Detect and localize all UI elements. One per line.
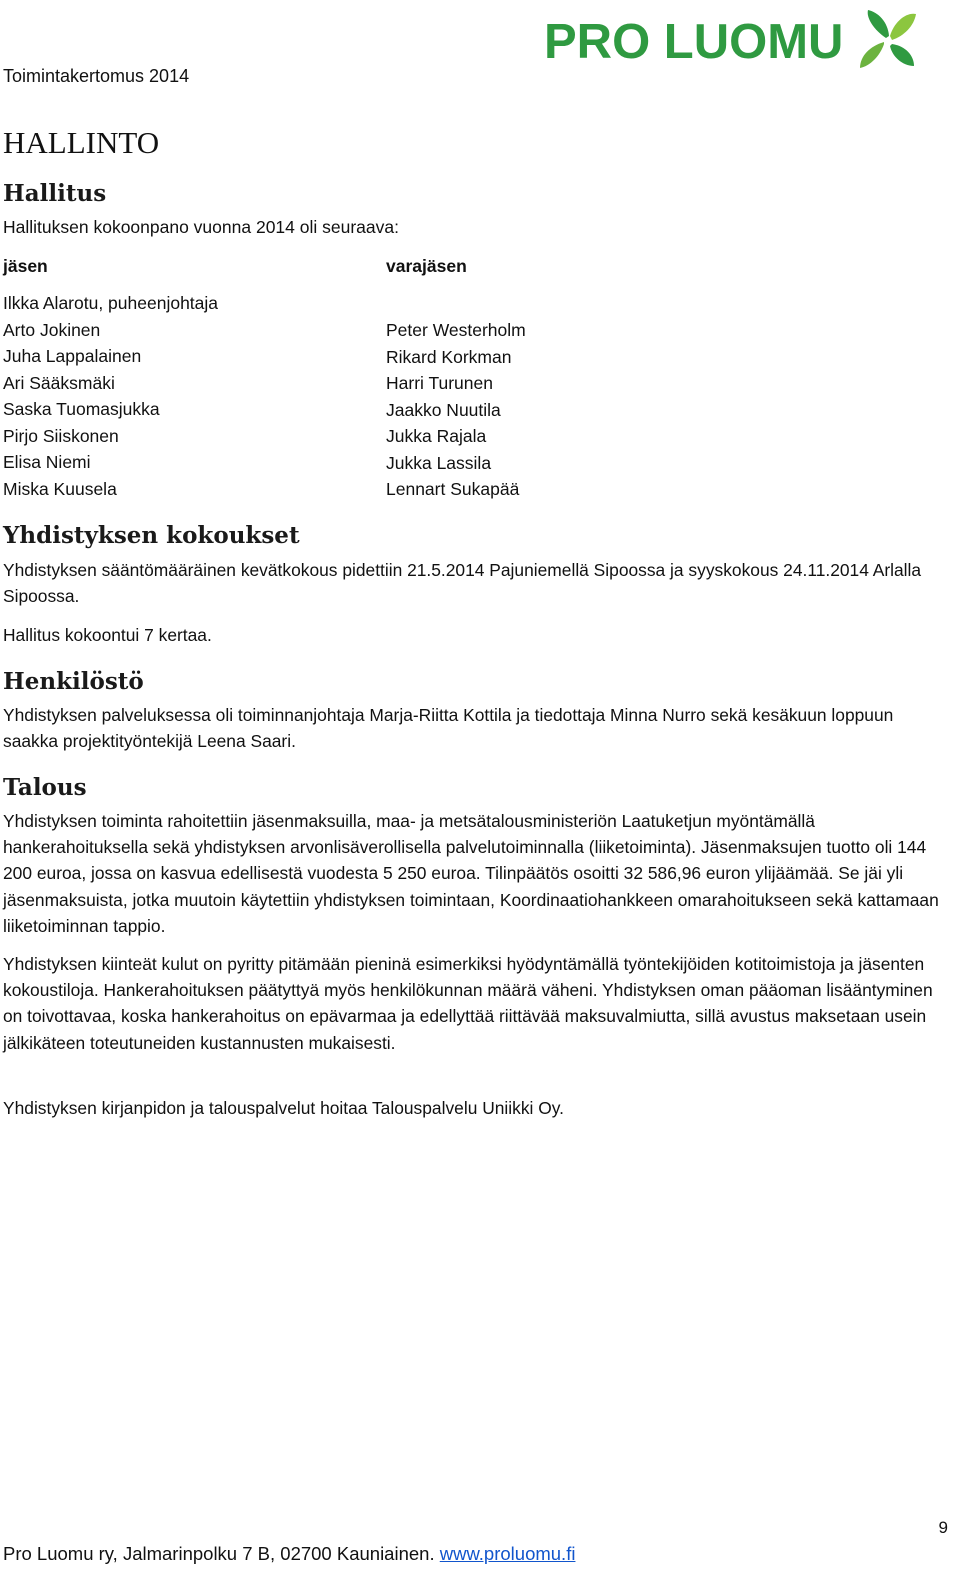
- list-item: Lennart Sukapää: [386, 479, 520, 499]
- header-title: Toimintakertomus 2014: [3, 66, 190, 86]
- list-item: Harri Turunen: [386, 373, 493, 393]
- list-item: Rikard Korkman: [386, 346, 512, 367]
- list-item: Miska Kuusela: [3, 478, 117, 499]
- talous-paragraph-2: Yhdistyksen kiinteät kulut on pyritty pitämään pieninä esimerkiksi hyödyntämällä työntekijöiden kotitoimistoja ja jäsenten kokoustiloja. Hankerahoituksen päätyttyä myös henkilökunnan määrä väheni. Yhdistyksen oman pääoman lisääntyminen on toivottavaa, koska hankerahoitus on epävarmaa ja edellyttää riittävää maksuvalmiutta, sillä avustus maksetaan usein jälkikäteen toteutuneiden kustannusten mukaisesti.: [3, 954, 933, 1053]
- list-item: Jukka Rajala: [386, 426, 487, 446]
- deputy-list: [386, 317, 526, 503]
- website-link[interactable]: www.proluomu.fi: [439, 1543, 576, 1564]
- list-item: Peter Westerholm: [386, 320, 526, 340]
- column-header-member: jäsen: [3, 256, 48, 276]
- talous-paragraph-3: Yhdistyksen kirjanpidon ja talouspalvelut hoitaa Talouspalvelu Uniikki Oy.: [3, 1098, 564, 1118]
- leaf-cross-icon: [856, 10, 918, 70]
- page-title: HALLINTO: [3, 125, 160, 160]
- kokoukset-paragraph: Yhdistyksen sääntömääräinen kevätkokous pidettiin 21.5.2014 Pajuniemellä Sipoossa ja syyskokous 24.11.2014 Arlalla Sipoossa.: [3, 560, 922, 607]
- list-item: Jaakko Nuutila: [386, 399, 501, 420]
- talous-paragraph-1: Yhdistyksen toiminta rahoitettiin jäsenmaksuilla, maa- ja metsätalousministeriön Laatuketjun myöntämällä hankerahoituksella sekä yhdistyksen arvonlisäverollisella palvelutoiminnalla (liiketoiminta). Jäsenmaksujen tuotto oli 144 200 euroa, jossa on kasvua edellisestä vuodesta 5 250 euroa. Tilinpäätös osoitti 32 586,96 euron ylijäämää. Se jäi yli jäsenmaksuista, jotka muutoin käytettiin yhdistyksen toimintaan, Koordinaatiohankkeen omarahoitukseen sekä kattamaan liiketoiminnan tappio.: [3, 811, 939, 936]
- section-heading-hallitus: Hallitus: [3, 180, 107, 207]
- logo-text: PRO LUOMU: [544, 15, 844, 69]
- section-heading-kokoukset: Yhdistyksen kokoukset: [3, 522, 300, 549]
- member-list: [3, 290, 218, 502]
- list-item: Saska Tuomasjukka: [3, 399, 160, 419]
- section-heading-talous: Talous: [3, 774, 87, 801]
- kokoukset-paragraph-2: Hallitus kokoontui 7 kertaa.: [3, 625, 212, 645]
- list-item: Ilkka Alarotu, puheenjohtaja: [3, 293, 219, 313]
- footer: [3, 1543, 575, 1565]
- list-item: Ari Sääksmäki: [3, 372, 115, 393]
- column-header-deputy: varajäsen: [386, 256, 467, 276]
- page-number: 9: [938, 1518, 948, 1537]
- footer-address: Pro Luomu ry, Jalmarinpolku 7 B, 02700 Kauniainen.: [3, 1543, 440, 1564]
- list-item: Arto Jokinen: [3, 319, 101, 340]
- hallitus-intro: Hallituksen kokoonpano vuonna 2014 oli seuraava:: [3, 217, 399, 237]
- section-heading-henkilosto: Henkilöstö: [3, 668, 144, 695]
- list-item: Elisa Niemi: [3, 452, 91, 472]
- list-item: Pirjo Siiskonen: [3, 425, 119, 446]
- list-item: Jukka Lassila: [386, 452, 492, 473]
- pro-luomu-logo: [544, 8, 916, 72]
- list-item: Juha Lappalainen: [3, 346, 142, 366]
- henkilosto-paragraph: Yhdistyksen palveluksessa oli toiminnanjohtaja Marja-Riitta Kottila ja tiedottaja Minna Nurro sekä kesäkuun loppuun saakka projektityöntekijä Leena Saari.: [3, 705, 894, 752]
